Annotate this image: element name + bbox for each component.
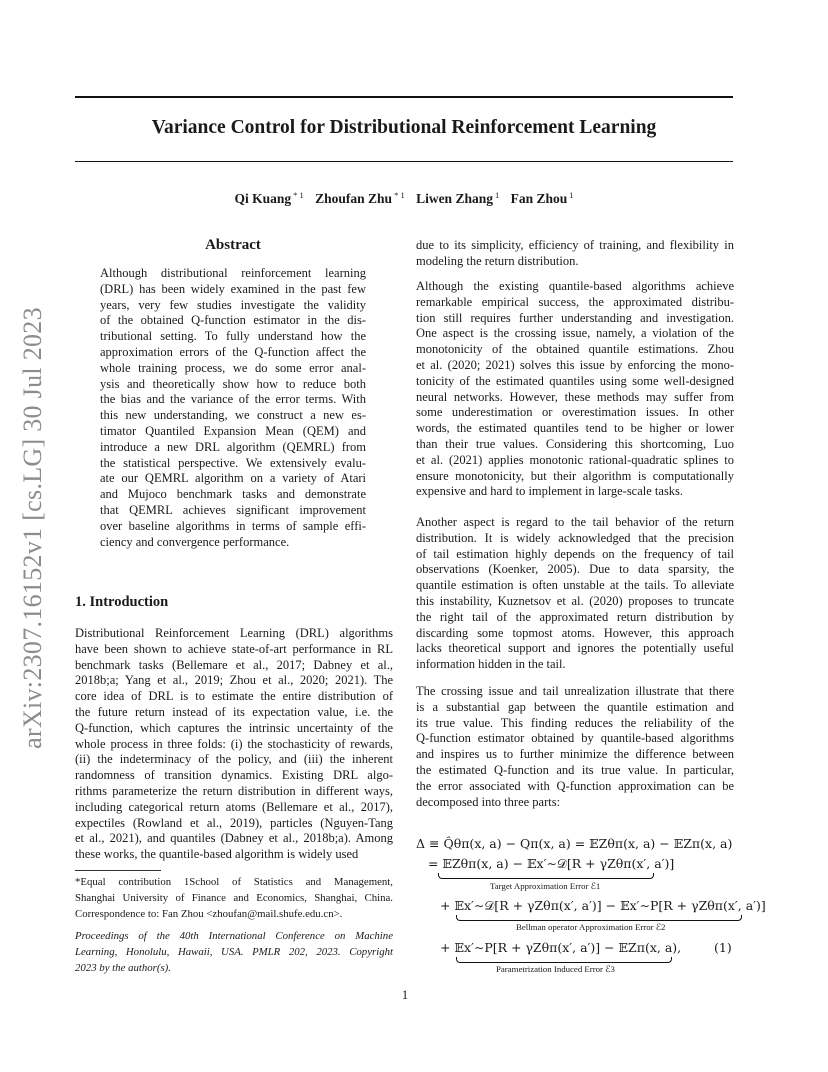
author: Fan Zhou $^1$ [510,190,574,206]
title-rule-bottom [75,161,733,162]
right-column-paragraph [416,515,734,673]
abstract-heading: Abstract [205,237,261,253]
text-line: tion still requires further understanding and investigation. [416,310,734,325]
text-line: et al., 2021), and quantiles (Dabney et al., 2018b;a). Among [75,831,393,846]
text-line: quantile estimation is often unstable at the tails. To alleviate [416,578,734,593]
text-line: expensive and hard to implement in large-scale tasks. [416,484,684,499]
proceedings-note [75,930,393,977]
underbrace [456,957,672,963]
text-line: distribution. It is widely acknowledged that the precision [416,530,734,545]
right-column-paragraph [416,684,734,810]
text-line: some underestimation or overestimation issues. In other [416,405,734,420]
text-line: including categorical return atoms (Bellemare et al., 2017), [75,799,393,814]
text-line: Correspondence to: Fan Zhou <zhoufan@mail.shufe.edu.cn>. [75,907,343,920]
equation-annotation: Parametrization Induced Error ℰ3 [496,964,615,974]
text-line: benchmark tasks (Bellemare et al., 2017; Dabney et al., [75,657,393,672]
text-line: The crossing issue and tail unrealization illustrate that there [416,684,734,698]
section-heading-introduction: 1. Introduction [75,594,169,610]
text-line: One aspect is the crossing issue, namely, a violation of the [416,326,734,341]
title-rule-top [75,96,733,98]
text-line: decomposed into three parts: [416,794,561,809]
text-line: the future return instead of its expectation value, i.e. the [75,704,393,719]
equation-line: = 𝔼Zθπ(x, a) − 𝔼x′∼𝒟[R + γZθπ(x′, a′)] [428,856,675,871]
text-line: over baseline algorithms in terms of sample effi- [100,518,366,533]
right-column-paragraph [416,238,734,270]
text-line: than their true values. Considering this shortcoming, Luo [416,436,734,451]
text-line: its true value. This finding reduces the reliability of the [416,715,734,730]
text-line: monotonicity of the obtained quantile estimations. Zhou [416,342,734,357]
equation-annotation: Target Approximation Error ℰ1 [490,881,601,891]
text-line: whole process in three folds: (i) the stochasticity of rewards, [75,736,393,751]
text-line: tributional setting. To fully understand how the [100,329,366,344]
text-line: approximation errors of the Q-function affect the [100,344,366,359]
footnote [75,876,393,923]
text-line: this new understanding, we construct a new es- [100,408,366,423]
text-line: the estimated Q-function and its true value. In particular, [416,762,734,777]
equation-number: (1) [714,940,732,955]
equation-line: + 𝔼x′∼𝒟[R + γZθπ(x′, a′)] − 𝔼x′∼P[R + γZθπ(x′, a′)] [440,898,766,913]
equation-annotation: Bellman operator Approximation Error ℰ2 [516,922,666,932]
text-line: ensure monotonicity, but their algorithm is computationally [416,468,734,483]
author-list [75,190,733,207]
text-line: 2018b;a; Yang et al., 2019; Zhou et al., 2020; 2021). The [75,673,393,688]
page-number: 1 [401,988,409,1002]
text-line: Although the existing quantile-based algorithms achieve [416,279,734,293]
text-line: core idea of DRL is to estimate the entire distribution of [75,689,393,704]
text-line: ysis and theoretically show how to reduce both [100,376,366,391]
text-line: tonicity of the estimated quantiles using some well-designed [416,373,734,388]
text-line: (ii) the indeterminacy of the policy, and (iii) the inherent [75,752,393,767]
text-line: the right tail of the approximated return distribution by [416,609,734,624]
text-line: rithms parameterize the return distribution in different ways, [75,783,393,798]
text-line: whole training process, we do some error anal- [100,360,366,375]
underbrace [456,915,742,921]
text-line: remarkable empirical success, the approximated distribu- [416,294,734,309]
text-line: due to its simplicity, efficiency of training, and flexibility in [416,238,734,252]
right-column-paragraph [416,279,734,500]
text-line: ate our QEMRL algorithm on a variety of Atari [100,471,366,486]
text-line: modeling the return distribution. [416,253,579,268]
text-line: Shanghai University of Finance and Economics, Shanghai, China. [75,891,393,904]
text-line: randomness of transition dynamics. Existing DRL algo- [75,768,393,783]
equation-line: Δ ≡ Q̂θπ(x, a) − Qπ(x, a) = 𝔼Zθπ(x, a) − 𝔼Zπ(x, a) [416,836,733,851]
text-line: neural networks. However, these methods may suffer from [416,389,734,404]
text-line: years, very few studies investigate the validity [100,297,366,312]
text-line: the bias and the variance of the error terms. With [100,392,366,407]
text-line: ciency and convergence performance. [100,534,290,549]
text-line: the statistical perspective. We extensively evalu- [100,455,366,470]
text-line: and inspires us to further minimize the difference between [416,747,734,762]
text-line: observations (Koenker, 2005). Due to data sparsity, the [416,562,734,577]
text-line: that QEMRL achieves significant improvement [100,502,366,517]
text-line: Proceedings of the 40th International Conference on Machine [75,930,393,942]
text-line: Distributional Reinforcement Learning (DRL) algorithms [75,626,393,640]
introduction-body [75,626,393,863]
text-line: the error associated with Q-function approximation can be [416,778,734,793]
text-line: words, the estimated quantiles tend to be higher or lower [416,421,734,436]
abstract-body [100,266,366,550]
author: Liwen Zhang $^1$ [416,190,500,206]
equation-line: + 𝔼x′∼P[R + γZθπ(x′, a′)] − 𝔼Zπ(x, a), [440,940,682,955]
text-line: these works, the quantile-based algorithm is widely used [75,847,359,862]
text-line: Another aspect is regard to the tail behavior of the return [416,515,734,529]
text-line: of tail estimation highly depends on the frequency of tail [416,546,734,561]
text-line: et al. (2020; 2021) solves this issue by enforcing the mono- [416,357,734,372]
text-line: *Equal contribution 1School of Statistics and Management, [75,876,393,888]
text-line: information hidden in the tail. [416,657,566,672]
paper-title: Variance Control for Distributional Reinforcement Learning [151,117,657,138]
author: Qi Kuang $^{* 1}$ [234,190,304,206]
text-line: Learning, Honolulu, Hawaii, USA. PMLR 202, 2023. Copyright [75,945,393,958]
text-line: Although distributional reinforcement learning [100,266,366,280]
footnote-divider [75,870,161,871]
text-line: Q-function estimator obtained by quantile-based algorithms [416,731,734,746]
text-line: introduce a new DRL algorithm (QEMRL) from [100,439,366,454]
text-line: of the obtained Q-function estimator in the dis- [100,313,366,328]
text-line: have been shown to achieve state-of-art performance in RL [75,641,393,656]
text-line: expectiles (Rowland et al., 2019), particles (Nguyen-Tang [75,815,393,830]
text-line: et al. (2021) applies monotonic rational-quadratic splines to [416,452,734,467]
text-line: and Mujoco benchmark tasks and demonstrate [100,487,366,502]
text-line: this instability, Kuznetsov et al. (2020) proposes to truncate [416,593,734,608]
author: Zhoufan Zhu $^{* 1}$ [315,190,405,206]
text-line: is a substantial gap between the quantile estimation and [416,699,734,714]
equation-1 [416,832,766,982]
underbrace [438,873,654,879]
text-line: Q-function, which captures the intrinsic uncertainty of the [75,720,393,735]
text-line: timator Quantiled Expansion Mean (QEM) and [100,423,366,438]
text-line: (DRL) has been widely examined in the past few [100,281,366,296]
text-line: 2023 by the author(s). [75,961,171,974]
text-line: discarding some topmost atoms. However, this approach [416,625,734,640]
text-line: lacks theoretical support and ignores the potentially useful [416,641,734,656]
